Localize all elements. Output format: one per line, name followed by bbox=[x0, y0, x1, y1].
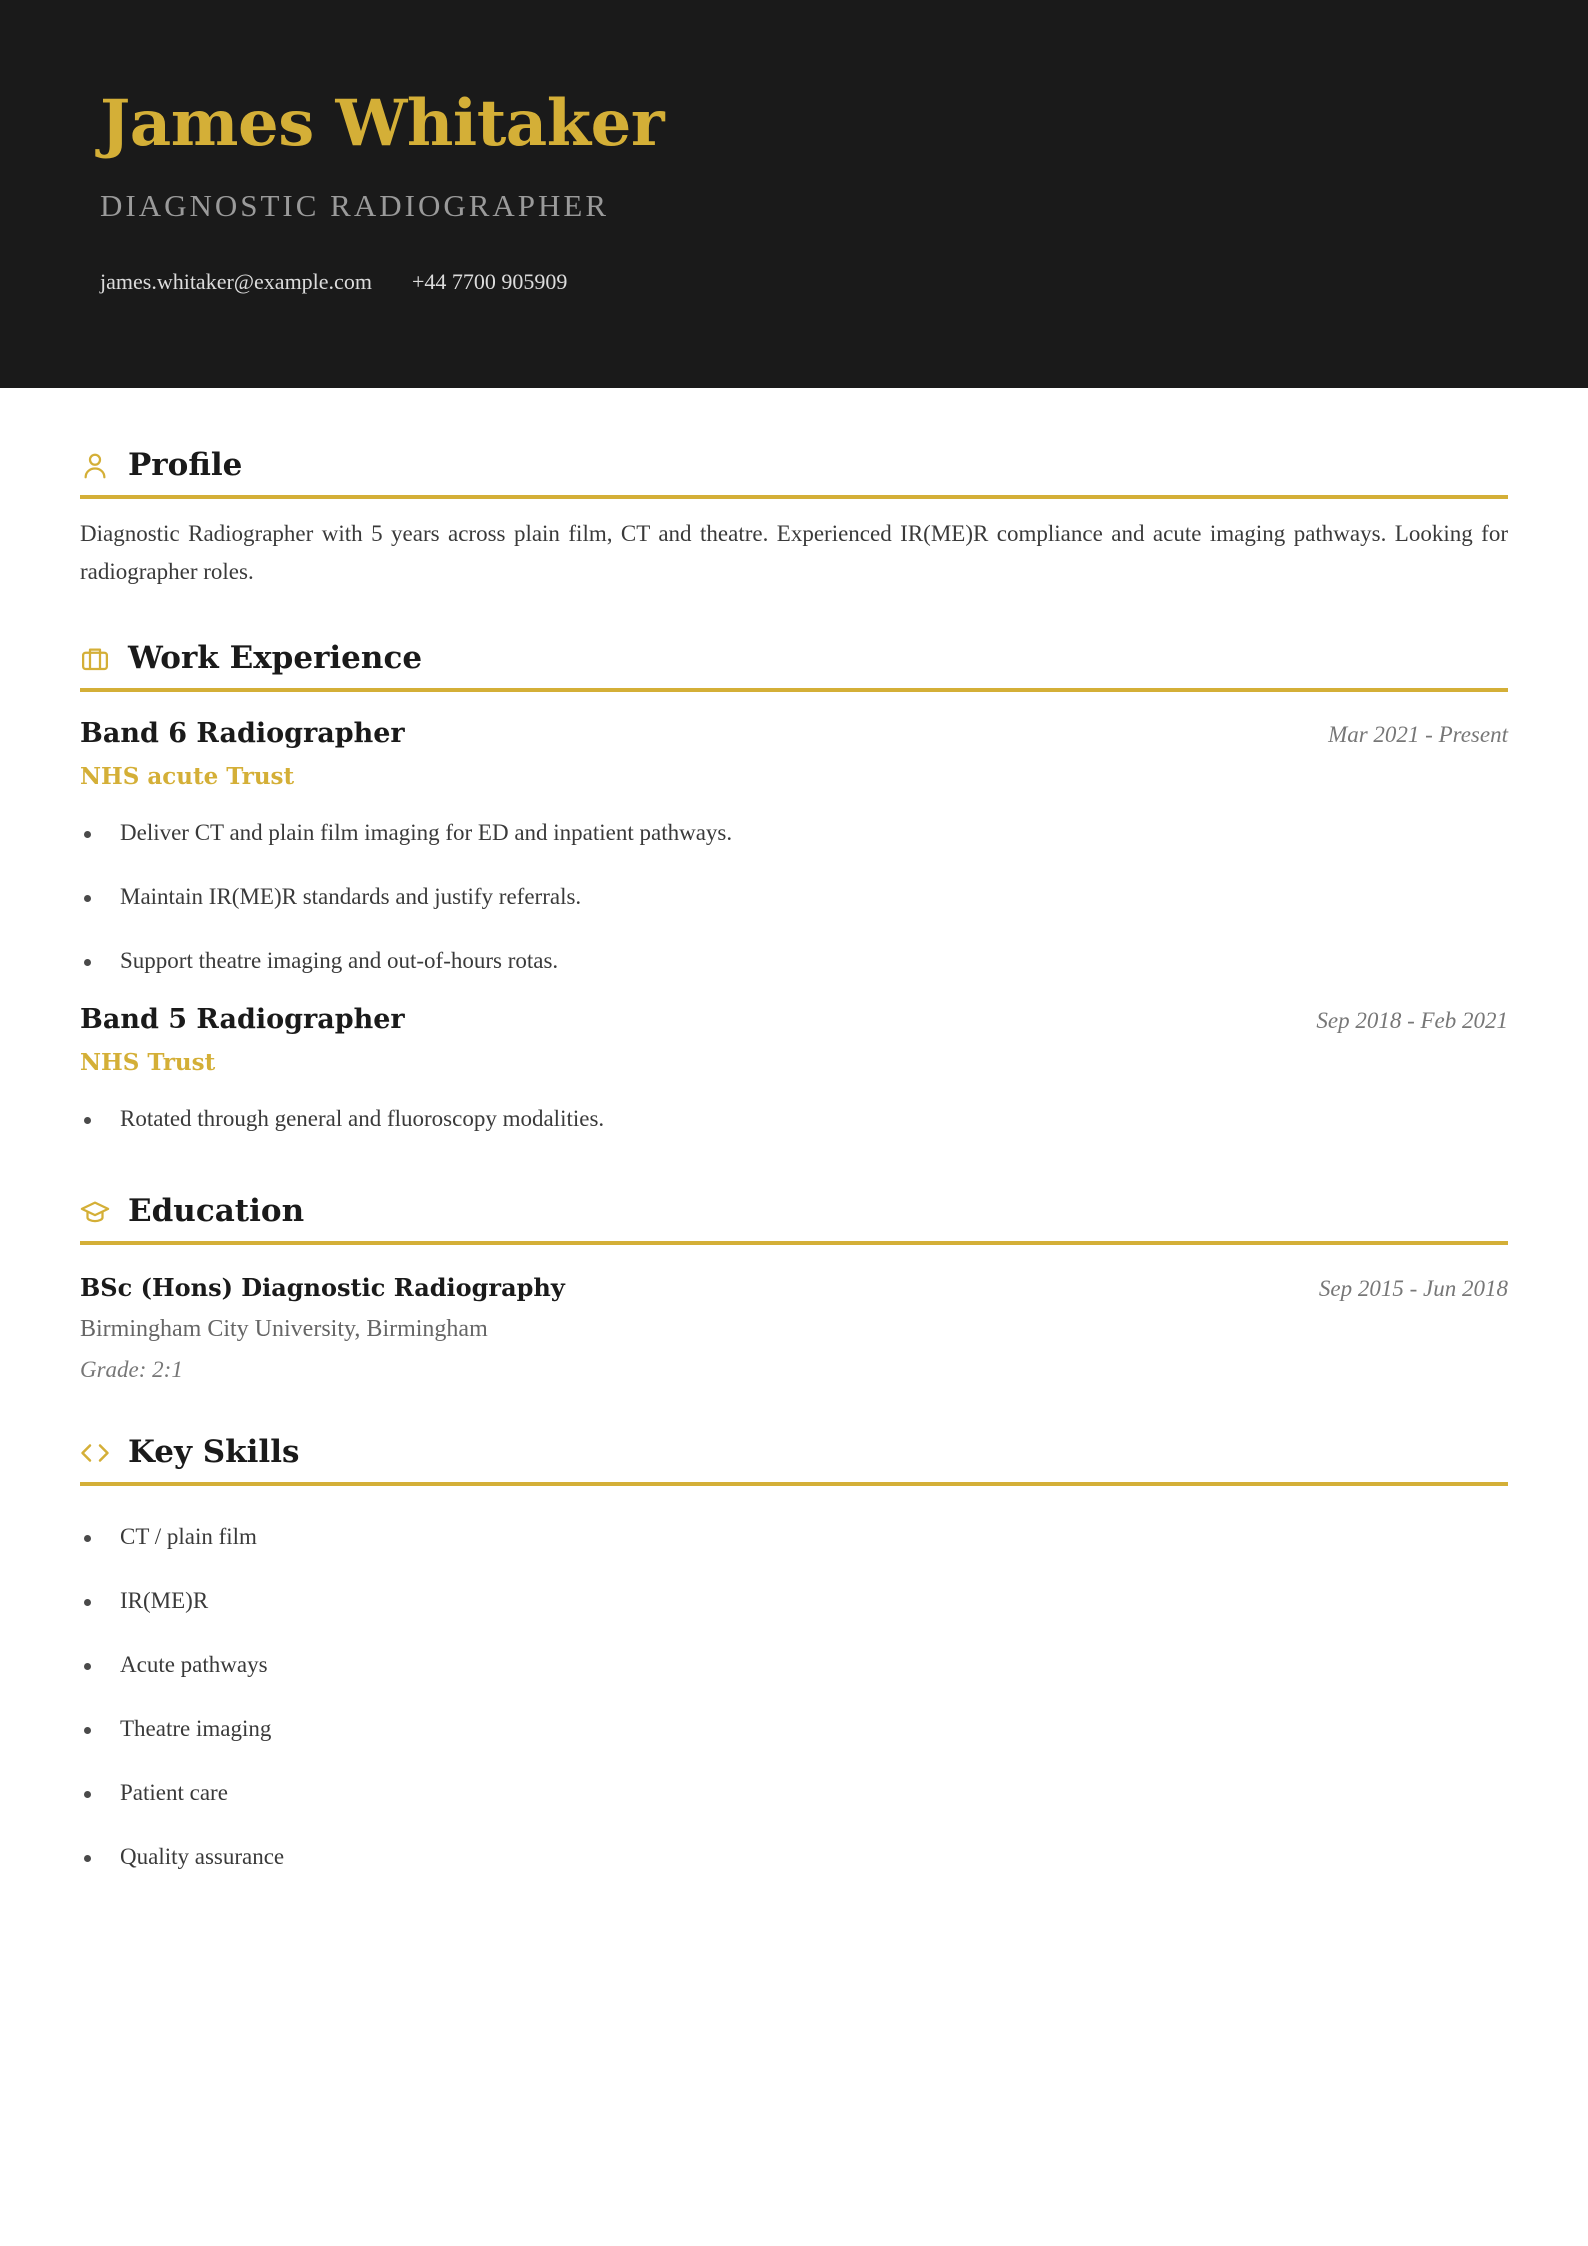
education-date: Sep 2015 - Jun 2018 bbox=[1318, 1276, 1508, 1301]
job-bullets bbox=[80, 1106, 1508, 1132]
school-name: Birmingham City University, Birmingham bbox=[80, 1316, 488, 1342]
list-item: CT / plain film bbox=[80, 1524, 1508, 1550]
list-item: Maintain IR(ME)R standards and justify referrals. bbox=[80, 884, 1508, 910]
list-item: Patient care bbox=[80, 1780, 1508, 1806]
section-header bbox=[80, 447, 1508, 499]
section-title: Work Experience bbox=[128, 640, 423, 676]
job-date: Mar 2021 - Present bbox=[1328, 722, 1508, 747]
skills-section bbox=[80, 1434, 1508, 1870]
list-item: Quality assurance bbox=[80, 1844, 1508, 1870]
profile-section bbox=[80, 447, 1508, 591]
section-header bbox=[80, 1434, 1508, 1486]
section-title: Profile bbox=[128, 447, 243, 483]
email-link[interactable]: james.whitaker@example.com bbox=[100, 269, 372, 294]
section-title: Education bbox=[128, 1193, 305, 1229]
person-icon bbox=[80, 451, 110, 481]
phone-number: +44 7700 905909 bbox=[411, 269, 568, 294]
education-entry bbox=[80, 1273, 1508, 1383]
company-name: NHS acute Trust bbox=[80, 763, 295, 790]
graduation-cap-icon bbox=[80, 1197, 110, 1227]
skills-list bbox=[80, 1524, 1508, 1870]
resume-header bbox=[0, 0, 1588, 388]
job-entry bbox=[80, 718, 1508, 974]
list-item: IR(ME)R bbox=[80, 1588, 1508, 1614]
section-title: Key Skills bbox=[128, 1434, 300, 1470]
list-item: Rotated through general and fluoroscopy modalities. bbox=[80, 1106, 1508, 1132]
code-icon bbox=[80, 1438, 110, 1468]
resume-body bbox=[0, 447, 1588, 1870]
job-entry bbox=[80, 1004, 1508, 1132]
job-title: Band 6 Radiographer bbox=[80, 718, 405, 749]
job-bullets bbox=[80, 820, 1508, 974]
briefcase-icon bbox=[80, 644, 110, 674]
experience-section bbox=[80, 640, 1508, 1132]
education-section bbox=[80, 1193, 1508, 1383]
candidate-name: James Whitaker bbox=[100, 86, 665, 161]
list-item: Deliver CT and plain film imaging for ED and inpatient pathways. bbox=[80, 820, 1508, 846]
list-item: Support theatre imaging and out-of-hours rotas. bbox=[80, 948, 1508, 974]
job-title: Band 5 Radiographer bbox=[80, 1004, 405, 1035]
section-header bbox=[80, 1193, 1508, 1245]
grade: Grade: 2:1 bbox=[80, 1357, 183, 1382]
job-date: Sep 2018 - Feb 2021 bbox=[1316, 1008, 1508, 1033]
company-name: NHS Trust bbox=[80, 1049, 216, 1076]
contact-info bbox=[100, 271, 1488, 293]
job-role: DIAGNOSTIC RADIOGRAPHER bbox=[100, 188, 610, 223]
degree-name: BSc (Hons) Diagnostic Radiography bbox=[80, 1273, 565, 1302]
list-item: Theatre imaging bbox=[80, 1716, 1508, 1742]
section-header bbox=[80, 640, 1508, 692]
list-item: Acute pathways bbox=[80, 1652, 1508, 1678]
profile-text: Diagnostic Radiographer with 5 years across plain film, CT and theatre. Experienced IR(ME)R compliance and acute imaging pathways. Looking for radiographer roles. bbox=[80, 521, 1508, 584]
